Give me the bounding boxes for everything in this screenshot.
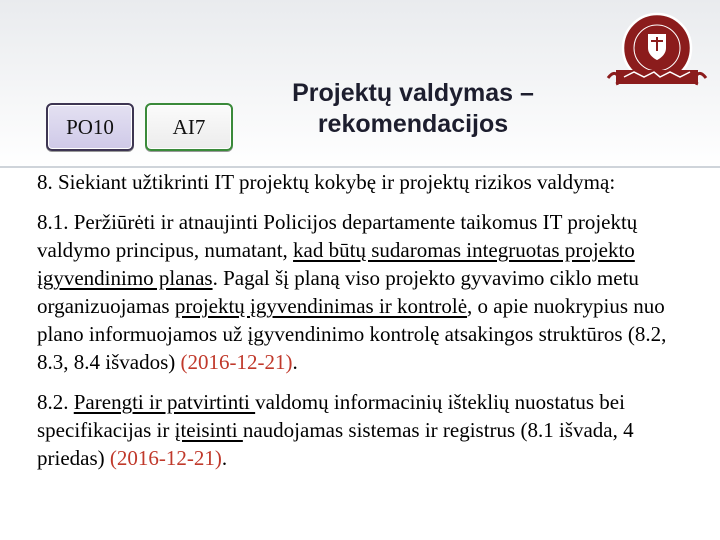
item-8-2	[37, 388, 703, 472]
slide-content	[37, 168, 703, 472]
item-8-1-underline-b: projektų įgyvendinimas ir kontrolė	[174, 294, 468, 318]
item-8-1-end: .	[292, 350, 298, 374]
badge-po10-label: PO10	[66, 114, 114, 139]
item-8-1-text-b: . Pagal šį planą viso projekto gyvavimo ciklo metu organizuojamas	[37, 266, 639, 318]
item-8-2-text-a: 8.2.	[37, 390, 74, 414]
title-line-1: Projektų valdymas –	[292, 79, 534, 107]
item-8-1-text-a: 8.1. Peržiūrėti ir atnaujinti Policijos departamente taikomus IT projektų valdymo principus, numatant,	[37, 210, 638, 262]
item-8-2-text-c: naudojamas sistemas ir registrus (8.1 išvada, 4 priedas)	[37, 418, 634, 470]
item-8-1-underline-a: kad būtų sudaromas integruotas projekto įgyvendinimo planas	[37, 238, 635, 290]
national-audit-office-emblem-icon	[604, 4, 710, 90]
badge-po10[interactable]	[46, 103, 134, 151]
item-8-1	[37, 208, 703, 376]
badge-ai7[interactable]	[145, 103, 233, 151]
item-8-2-underline-b: įteisinti	[174, 418, 243, 442]
item-8-1-text-c: , o apie nuokrypius nuo plano informuojamos už įgyvendinimo kontrolę atsakingos struktūros (8.2, 8.3, 8.4 išvados)	[37, 294, 667, 374]
item-8-2-end: .	[221, 446, 228, 470]
item-8-1-date: (2016-12-21)	[180, 350, 293, 374]
item-8-2-date: (2016-12-21)	[109, 446, 222, 470]
title-line-2: rekomendacijos	[317, 110, 509, 138]
item-8: 8. Siekiant užtikrinti IT projektų kokybę ir projektų rizikos valdymą:	[37, 170, 616, 194]
item-8-2-text-b: valdomų informacinių išteklių nuostatus bei specifikacijas ir	[37, 390, 625, 442]
slide-title	[252, 78, 574, 140]
badge-ai7-label: AI7	[172, 114, 206, 139]
item-8-2-underline-a: Parengti ir patvirtinti	[73, 390, 256, 414]
